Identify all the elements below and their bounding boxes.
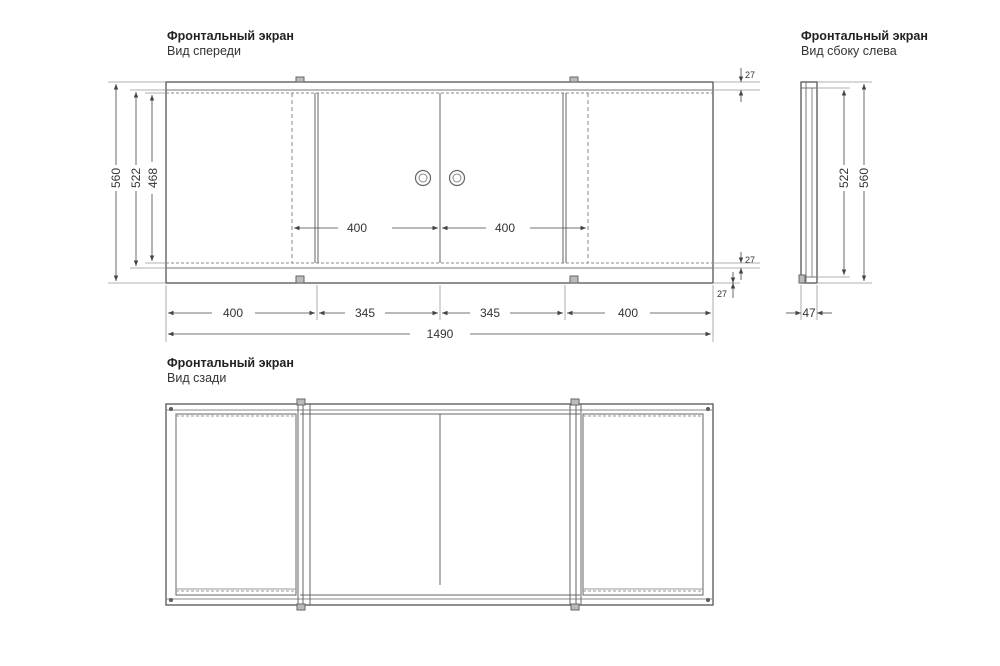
side-dims <box>786 82 872 320</box>
front-view-title: Фронтальный экран <box>167 29 294 43</box>
handle-right-icon <box>450 171 465 186</box>
dim-door-left: 400 <box>346 221 368 235</box>
back-view <box>166 399 713 610</box>
handle-left-icon <box>416 171 431 186</box>
dim-side-height-total: 560 <box>857 167 871 189</box>
dim-height-inner: 522 <box>129 167 143 189</box>
back-view-title: Фронтальный экран <box>167 356 294 370</box>
dim-rail-bottom-1: 27 <box>745 255 756 265</box>
dim-section-4: 400 <box>617 306 639 320</box>
dim-width-total: 1490 <box>426 327 454 341</box>
dim-section-2: 345 <box>354 306 376 320</box>
dim-door-right: 400 <box>494 221 516 235</box>
dim-side-depth: 47 <box>802 306 816 320</box>
dim-rail-bottom-2: 27 <box>717 289 728 299</box>
back-view-subtitle: Вид сзади <box>167 371 227 385</box>
dim-side-height-inner: 522 <box>837 167 851 189</box>
dim-section-1: 400 <box>222 306 244 320</box>
side-view-title: Фронтальный экран <box>801 29 928 43</box>
dim-section-3: 345 <box>479 306 501 320</box>
front-view <box>166 77 713 283</box>
front-view-subtitle: Вид спереди <box>167 44 241 58</box>
dim-height-total: 560 <box>109 167 123 189</box>
dim-rail-top: 27 <box>745 70 756 80</box>
dim-height-panel: 468 <box>146 167 160 189</box>
side-view <box>799 82 817 283</box>
side-view-subtitle: Вид сбоку слева <box>801 44 897 58</box>
